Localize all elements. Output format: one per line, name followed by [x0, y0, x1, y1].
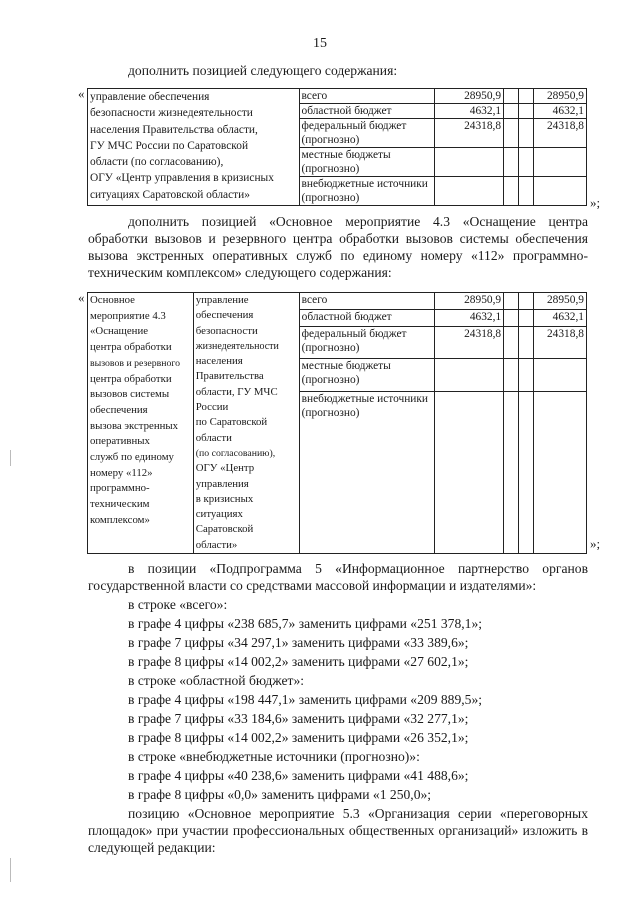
- table2-event-line: «Оснащение: [90, 325, 149, 338]
- table2-executor-line: России: [195, 401, 229, 414]
- table2-executor-line: в кризисных: [195, 492, 254, 505]
- amount-col5: [504, 104, 519, 119]
- table2-executor-line: жизнедеятельности: [195, 340, 279, 352]
- table1-close-quote: »;: [590, 195, 601, 210]
- table1-open-quote: «: [78, 86, 85, 101]
- scan-edge-line: [10, 858, 11, 882]
- amount-col7: 28950,9: [534, 293, 587, 310]
- table2-event-cell: [88, 293, 194, 554]
- amount-col7: [534, 392, 587, 554]
- table1-name-line: безопасности жизнедеятельности: [90, 107, 253, 120]
- amount-col5: [504, 293, 519, 310]
- subprogram-5-paragraph: в позиции «Подпрограмма 5 «Информационное партнерство органов государственной власти со средствами массовой информации и издателями»:: [88, 561, 588, 593]
- amount-col6: [519, 89, 534, 104]
- edit-line: в графе 7 цифры «34 297,1» заменить цифрами «33 389,6»;: [128, 635, 469, 650]
- amount-col4: [435, 177, 504, 206]
- amount-col4: 4632,1: [435, 104, 504, 119]
- edit-line: в графе 8 цифры «0,0» заменить цифрами «1 250,0»;: [128, 787, 432, 802]
- edit-line: в строке «всего»:: [128, 597, 228, 612]
- funding-source: местные бюджеты (прогнозно): [299, 148, 435, 177]
- edit-line: в строке «областной бюджет»:: [128, 673, 305, 688]
- table2-event-line: программно-: [90, 482, 150, 495]
- table-1: [87, 88, 587, 206]
- table2-executor-line: Саратовской: [195, 523, 254, 536]
- table2-executor-line: области»: [195, 538, 238, 551]
- table2-executor-line: безопасности: [195, 324, 258, 337]
- table1-name-line: ГУ МЧС России по Саратовской: [90, 139, 249, 152]
- table2-close-quote: »;: [590, 536, 601, 551]
- table2-event-line: номеру «112»: [90, 466, 153, 479]
- amount-col4: [435, 359, 504, 392]
- edit-line: в графе 8 цифры «14 002,2» заменить цифрами «26 352,1»;: [128, 730, 469, 745]
- amount-col5: [504, 309, 519, 326]
- funding-source: местные бюджеты (прогнозно): [299, 359, 435, 392]
- final-paragraph: позицию «Основное мероприятие 5.3 «Организация серии «переговорных площадок» при участии профессиональных общественных организаций» изложить в следующей редакции:: [88, 806, 588, 855]
- amount-col6: [519, 309, 534, 326]
- table1-name-cell: [88, 89, 300, 206]
- amount-col7: 4632,1: [534, 104, 587, 119]
- table2-executor-line: области: [195, 431, 232, 444]
- funding-source: внебюджетные источники (прогнозно): [299, 392, 435, 554]
- edit-line: в графе 8 цифры «14 002,2» заменить цифрами «27 602,1»;: [128, 654, 469, 669]
- table2-executor-cell: [193, 293, 299, 554]
- table2-event-line: техническим: [90, 498, 150, 511]
- amount-col7: 24318,8: [534, 326, 587, 359]
- table2-event-line: центра обработки: [90, 372, 172, 385]
- table2-open-quote: «: [78, 290, 85, 305]
- amount-col5: [504, 89, 519, 104]
- table2-event-line: мероприятие 4.3: [90, 309, 166, 322]
- intro-paragraph-1: дополнить позицией следующего содержания:: [128, 63, 398, 78]
- amount-col6: [519, 293, 534, 310]
- table2-event-line: обеспечения: [90, 403, 148, 416]
- table1-name-line: области (по согласованию),: [90, 156, 224, 169]
- amount-col6: [519, 148, 534, 177]
- table2-event-line: центра обработки: [90, 341, 172, 354]
- table-2: [87, 292, 587, 554]
- amount-col5: [504, 119, 519, 148]
- amount-col6: [519, 177, 534, 206]
- amount-col4: 28950,9: [435, 89, 504, 104]
- amount-col7: [534, 177, 587, 206]
- table2-executor-line: управления: [195, 477, 249, 490]
- table1-name-line: ситуациях Саратовской области»: [90, 188, 250, 201]
- amount-col4: 28950,9: [435, 293, 504, 310]
- funding-source: внебюджетные источники (прогнозно): [299, 177, 435, 206]
- amount-col6: [519, 392, 534, 554]
- table2-executor-line: управление: [195, 294, 249, 306]
- amount-col5: [504, 326, 519, 359]
- table2-executor-line: ОГУ «Центр: [195, 462, 255, 475]
- table2-event-line: комплексом»: [90, 513, 150, 526]
- amount-col4: 4632,1: [435, 309, 504, 326]
- amount-col7: 24318,8: [534, 119, 587, 148]
- amount-col4: 24318,8: [435, 326, 504, 359]
- table2-executor-line: (по согласованию),: [195, 447, 276, 459]
- table2-event-line: вызовов системы: [90, 388, 170, 401]
- funding-source: федеральный бюджет (прогнозно): [299, 119, 435, 148]
- intro-paragraph-2: дополнить позицией «Основное мероприятие 4.3 «Оснащение центра обработки вызовов и резервного центра обработки вызовов системы обеспечения вызова экстренных оперативных служб по единому номеру «112» программно-техническим комплексом» следующего содержания:: [88, 214, 588, 280]
- table2-event-line: оперативных: [90, 435, 150, 448]
- edit-line: в графе 4 цифры «238 685,7» заменить цифрами «251 378,1»;: [128, 616, 483, 631]
- edit-line: в графе 4 цифры «198 447,1» заменить цифрами «209 889,5»;: [128, 692, 483, 707]
- edit-line: в строке «внебюджетные источники (прогнозно)»:: [128, 749, 420, 764]
- table1-name-line: населения Правительства области,: [90, 123, 258, 136]
- amount-col7: 4632,1: [534, 309, 587, 326]
- amount-col7: [534, 148, 587, 177]
- funding-source: областной бюджет: [299, 309, 435, 326]
- table2-executor-line: области, ГУ МЧС: [195, 385, 278, 398]
- edit-line: в графе 7 цифры «33 184,6» заменить цифрами «32 277,1»;: [128, 711, 469, 726]
- amount-col4: 24318,8: [435, 119, 504, 148]
- amount-col7: 28950,9: [534, 89, 587, 104]
- table2-executor-line: населения: [195, 355, 243, 368]
- table2-executor-line: Правительства: [195, 370, 264, 383]
- table2-executor-line: ситуациях: [195, 508, 243, 521]
- funding-source: всего: [299, 89, 435, 104]
- funding-source: федеральный бюджет (прогнозно): [299, 326, 435, 359]
- edit-line: в графе 4 цифры «40 238,6» заменить цифрами «41 488,6»;: [128, 768, 469, 783]
- table2-event-line: вызовов и резервного: [90, 357, 181, 369]
- table2-executor-line: по Саратовской: [195, 416, 268, 429]
- amount-col7: [534, 359, 587, 392]
- amount-col6: [519, 359, 534, 392]
- amount-col4: [435, 392, 504, 554]
- table-row: [88, 293, 587, 310]
- amount-col4: [435, 148, 504, 177]
- funding-source: областной бюджет: [299, 104, 435, 119]
- amount-col6: [519, 326, 534, 359]
- table2-executor-line: обеспечения: [195, 309, 254, 322]
- scan-edge-line: [10, 450, 11, 466]
- table2-event-line: вызова экстренных: [90, 419, 179, 432]
- table1-name-line: ОГУ «Центр управления в кризисных: [90, 172, 274, 185]
- amount-col5: [504, 148, 519, 177]
- funding-source: всего: [299, 293, 435, 310]
- amount-col6: [519, 119, 534, 148]
- amount-col5: [504, 177, 519, 206]
- amount-col5: [504, 359, 519, 392]
- table-row: [88, 89, 587, 104]
- table1-name-line: управление обеспечения: [90, 91, 210, 103]
- page-number: 15: [313, 36, 327, 51]
- amount-col5: [504, 392, 519, 554]
- table2-event-line: служб по единому: [90, 451, 174, 464]
- amount-col6: [519, 104, 534, 119]
- table2-event-line: Основное: [90, 294, 135, 306]
